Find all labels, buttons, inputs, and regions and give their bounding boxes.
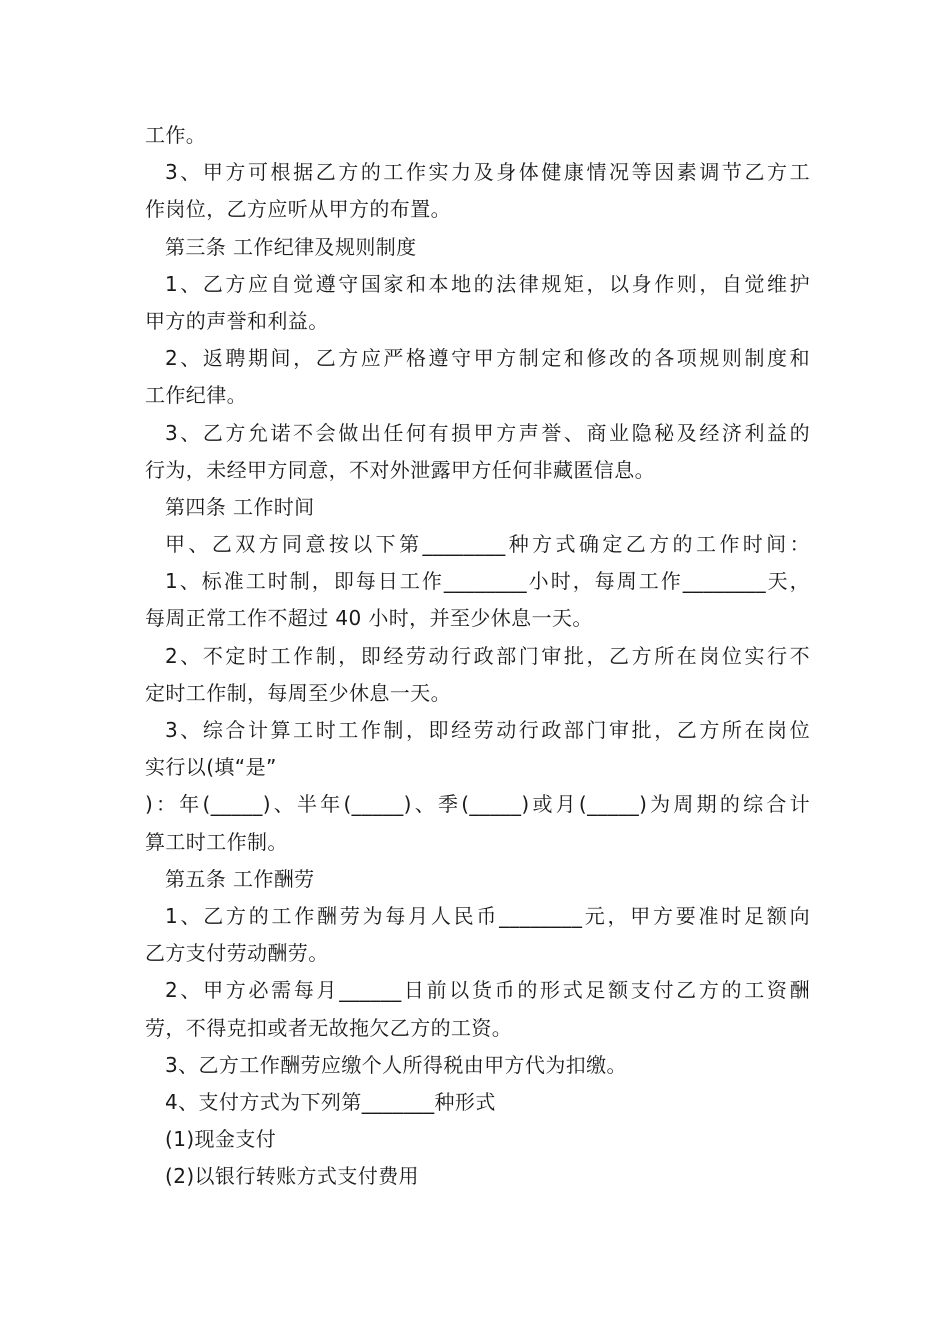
document-line: 3、综合计算工时工作制，即经劳动行政部门审批，乙方所在岗位 [165, 718, 810, 742]
document-line: 工作。 [145, 123, 207, 147]
document-line: (1)现金支付 [165, 1127, 277, 1152]
document-line: 劳，不得克扣或者无故拖欠乙方的工资。 [145, 1015, 513, 1040]
document-line: 3、甲方可根据乙方的工作实力及身体健康情况等因素调节乙方工 [165, 160, 810, 185]
document-line: 甲方的声誉和利益。 [145, 308, 329, 333]
document-line: 工作纪律。 [145, 383, 247, 408]
document-line: 乙方支付劳动酬劳。 [145, 941, 329, 966]
document-line: 3、乙方工作酬劳应缴个人所得税由甲方代为扣缴。 [165, 1052, 627, 1077]
document-line: 2、返聘期间，乙方应严格遵守甲方制定和修改的各项规则制度和 [165, 346, 810, 371]
document-line: 2、甲方必需每月______日前以货币的形式足额支付乙方的工资酬 [165, 978, 810, 1003]
document-line: 3、乙方允诺不会做出任何有损甲方声誉、商业隐秘及经济利益的 [165, 420, 810, 445]
document-line: )：年(_____)、半年(_____)、季(_____)或月(_____)为周期的综合计 [145, 792, 810, 817]
document-line: 4、支付方式为下列第_______种形式 [165, 1089, 496, 1114]
document-line: 第四条 工作时间 [165, 494, 315, 519]
document-line: 1、乙方的工作酬劳为每月人民币________元，甲方要准时足额向 [165, 903, 810, 928]
document-line: 1、标准工时制，即每日工作________小时，每周工作________天， [165, 569, 810, 594]
document-line: (2)以银行转账方式支付费用 [165, 1164, 419, 1189]
document-line: 1、乙方应自觉遵守国家和本地的法律规矩，以身作则，自觉维护 [165, 271, 810, 296]
document-line: 2、不定时工作制，即经劳动行政部门审批，乙方所在岗位实行不 [165, 643, 810, 668]
document-line: 作岗位，乙方应听从甲方的布置。 [145, 197, 451, 222]
document-line: 定时工作制，每周至少休息一天。 [145, 680, 451, 705]
document-line: 甲、乙双方同意按以下第________种方式确定乙方的工作时间： [165, 532, 810, 557]
document-line: 第五条 工作酬劳 [165, 866, 315, 891]
document-line: 第三条 工作纪律及规则制度 [165, 234, 417, 259]
document-line: 行为，未经甲方同意，不对外泄露甲方任何非藏匿信息。 [145, 457, 655, 482]
document-line: 实行以(填“是” [145, 755, 277, 780]
document-body [145, 117, 810, 1195]
document-line: 每周正常工作不超过 40 小时，并至少休息一天。 [145, 606, 593, 631]
document-line: 算工时工作制。 [145, 829, 288, 854]
